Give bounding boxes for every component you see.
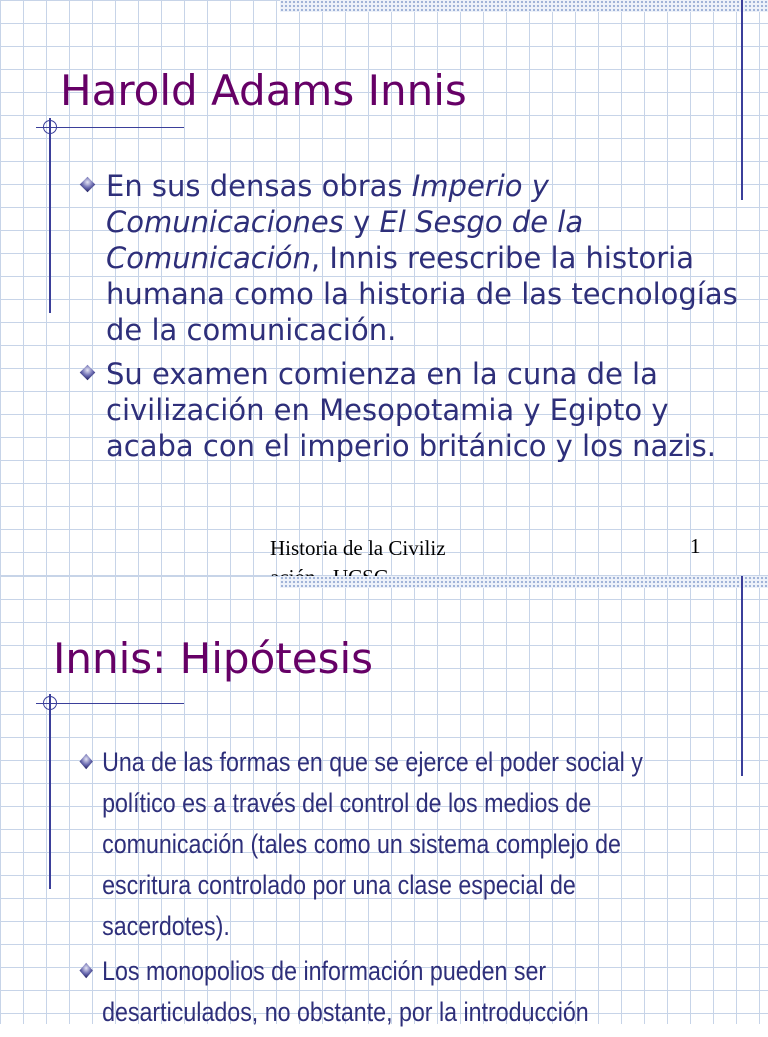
slide-title: Harold Adams Innis: [60, 66, 467, 115]
bullet-text: Una de las formas en que se ejerce el poder social y político es a través del control de los medios de comunicación (tales como un sistema complejo de escritura controlado por una clase especial de sacerdotes).: [102, 747, 643, 941]
bullet-text: En sus densas obras: [106, 169, 412, 203]
diamond-bullet-icon: [79, 963, 92, 979]
bullet-text: y: [343, 205, 380, 239]
bullet-list: [78, 742, 697, 1037]
header-band: [280, 576, 768, 588]
diamond-bullet-icon: [80, 365, 96, 381]
corner-circle-icon: [43, 120, 57, 134]
diamond-bullet-icon: [80, 177, 96, 193]
bullet-text: Los monopolios de información pueden ser desarticulados, no obstante, por la introducción: [102, 956, 589, 1027]
header-band: [280, 0, 768, 12]
right-accent-line: [741, 0, 743, 200]
bullet-text: El Sesgo de la Comunicación: [106, 205, 584, 275]
bullet-item: [78, 742, 697, 947]
bullet-list: [78, 168, 738, 472]
slide-2: [0, 576, 768, 1027]
bullet-text: , Innis reescribe la historia humana como la historia de las tecnologías de la comunicación.: [106, 241, 738, 347]
bullet-item: [78, 951, 697, 1033]
bullet-text: Su examen comienza en la cuna de la civilización en Mesopotamia y Egipto y acaba con el imperio británico y los nazis.: [106, 357, 716, 463]
right-accent-line: [741, 576, 743, 776]
bullet-text: Imperio y Comunicaciones: [106, 169, 549, 239]
diamond-bullet-icon: [79, 754, 92, 770]
slide-footer: Historia de la Civiliz: [270, 536, 446, 560]
bullet-item: [78, 168, 738, 348]
corner-circle-icon: [43, 696, 57, 710]
title-underline: [36, 127, 184, 128]
title-underline: [36, 703, 184, 704]
left-accent-line: [49, 118, 51, 313]
slide-number: 1: [690, 534, 701, 558]
left-accent-line: [49, 694, 51, 889]
slide-title: Innis: Hipótesis: [53, 634, 374, 683]
bullet-item: [78, 356, 738, 464]
